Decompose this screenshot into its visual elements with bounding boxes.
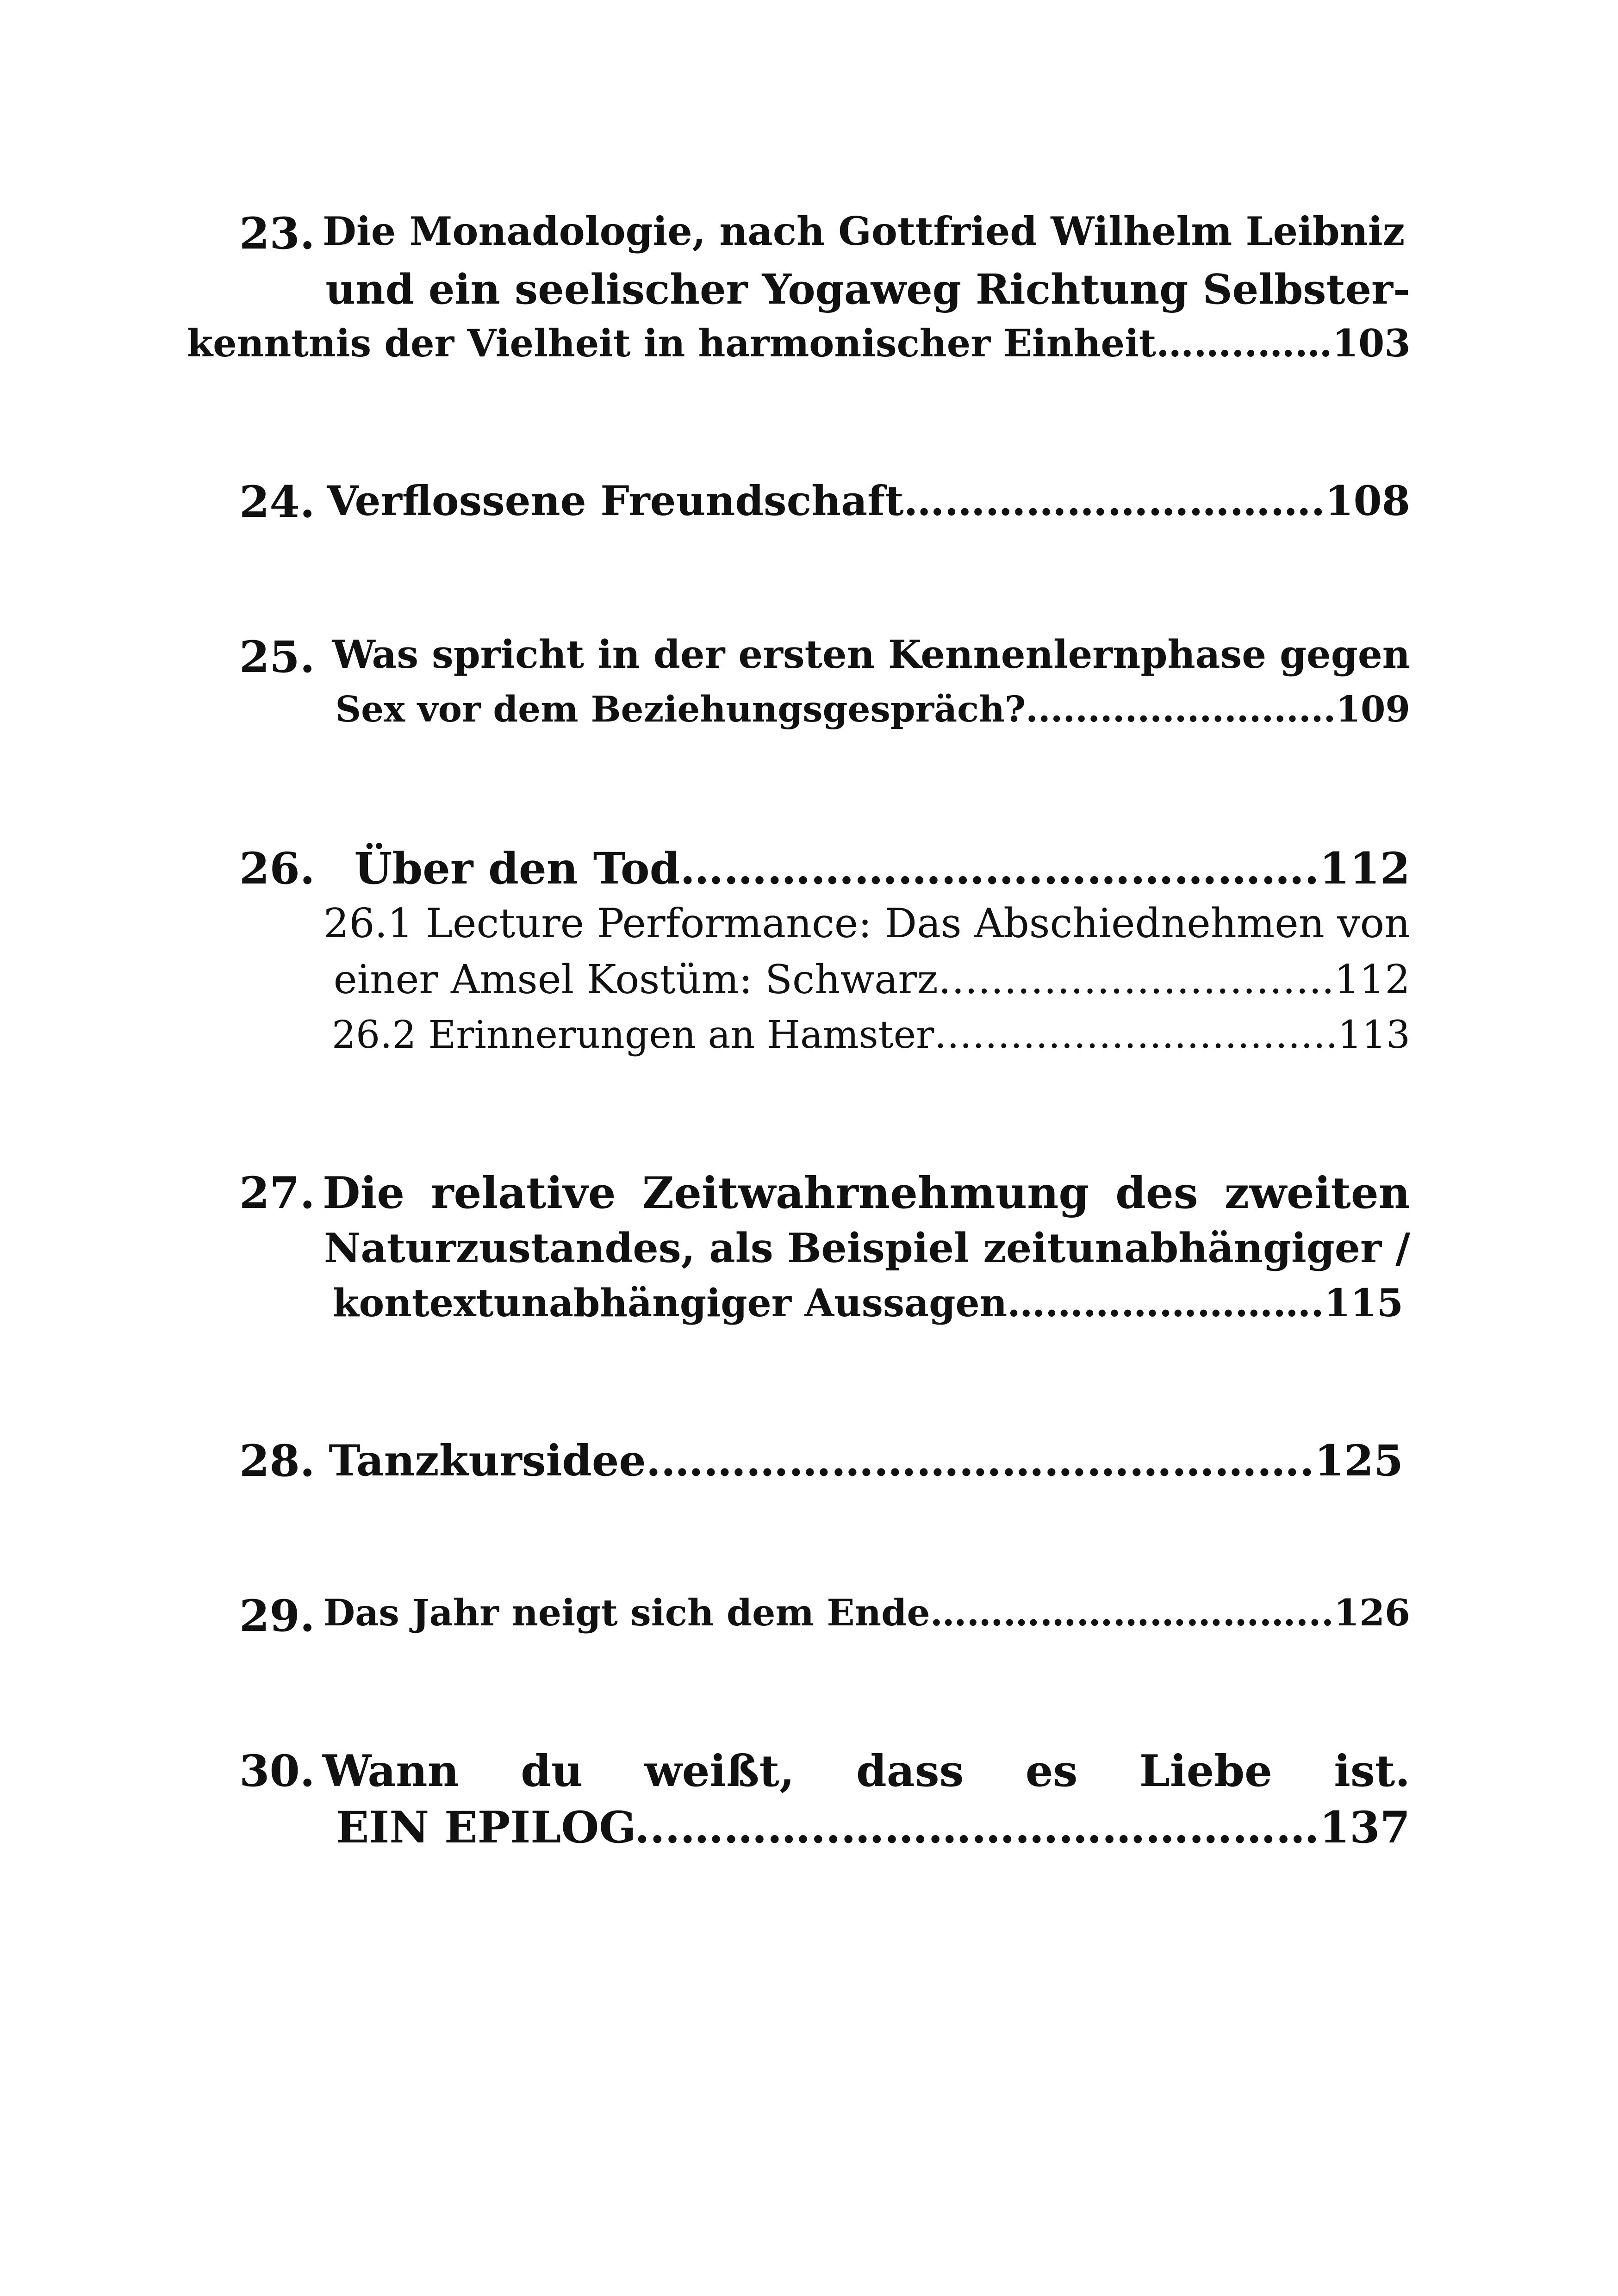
toc-entry-number: 30. — [239, 1746, 315, 1797]
toc-entry-title-line: Tanzkursidee.……………………………………….125 — [329, 1436, 1403, 1486]
toc-word: des — [1115, 1168, 1198, 1219]
toc-entry-title-line: Das Jahr neigt sich dem Ende…………………………...126 — [323, 1591, 1410, 1634]
toc-entry-number: 27. — [239, 1168, 315, 1219]
toc-entry-number: 28. — [239, 1436, 315, 1487]
toc-entry-title-line: kontextunabhängiger Aussagen…………………….115 — [332, 1281, 1403, 1325]
toc-entry-number: 25. — [239, 632, 315, 683]
toc-entry-number: 23. — [239, 208, 315, 259]
toc-entry-title-line: und ein seelischer Yogaweg Richtung Selbster- — [325, 265, 1410, 313]
toc-word: Wann — [323, 1746, 459, 1797]
toc-entry-number: 26. — [239, 843, 315, 894]
toc-entry-number: 29. — [239, 1591, 315, 1642]
toc-word: Liebe — [1139, 1746, 1272, 1797]
toc-entry-title-line: EIN EPILOG...………..……………………………137 — [336, 1802, 1410, 1853]
toc-entry-title-line: Die Monadologie, nach Gottfried Wilhelm Leibniz — [323, 208, 1405, 254]
toc-subentry-line: einer Amsel Kostüm: Schwarz….……………………..112 — [333, 957, 1410, 1003]
toc-entry-title-line-justified — [323, 1746, 1410, 1797]
toc-word: dass — [856, 1746, 964, 1797]
toc-entry-title-line-justified — [323, 1168, 1410, 1219]
toc-subentry-line: 26.1 Lecture Performance: Das Abschiednehmen von — [323, 900, 1410, 947]
toc-entry-title-line: kenntnis der Vielheit in harmonischer Einheit……..……103 — [187, 322, 1411, 366]
toc-word: du — [521, 1746, 583, 1797]
toc-word: ist. — [1334, 1746, 1410, 1797]
toc-entry-title-line: Was spricht in der ersten Kennenlernphase gegen — [332, 632, 1410, 677]
toc-entry-title-line: Naturzustandes, als Beispiel zeitunabhängiger / — [324, 1224, 1410, 1272]
toc-entry-number: 24. — [239, 477, 315, 528]
toc-word: relative — [431, 1168, 616, 1219]
toc-word: Zeitwahrnehmung — [642, 1168, 1089, 1219]
toc-word: Die — [323, 1168, 405, 1219]
toc-word: zweiten — [1224, 1168, 1410, 1219]
toc-word: es — [1025, 1746, 1078, 1797]
toc-entry-title-line: Sex vor dem Beziehungsgespräch?.........................109 — [335, 689, 1410, 730]
toc-subentry-line: 26.2 Erinnerungen an Hamster……………….………….113 — [331, 1013, 1410, 1057]
toc-entry-title-line: Verflossene Freundschaft………………………….108 — [327, 477, 1410, 525]
toc-entry-title-line: Über den Tod…………………….……………….112 — [354, 843, 1410, 894]
toc-word: weißt, — [644, 1746, 795, 1797]
